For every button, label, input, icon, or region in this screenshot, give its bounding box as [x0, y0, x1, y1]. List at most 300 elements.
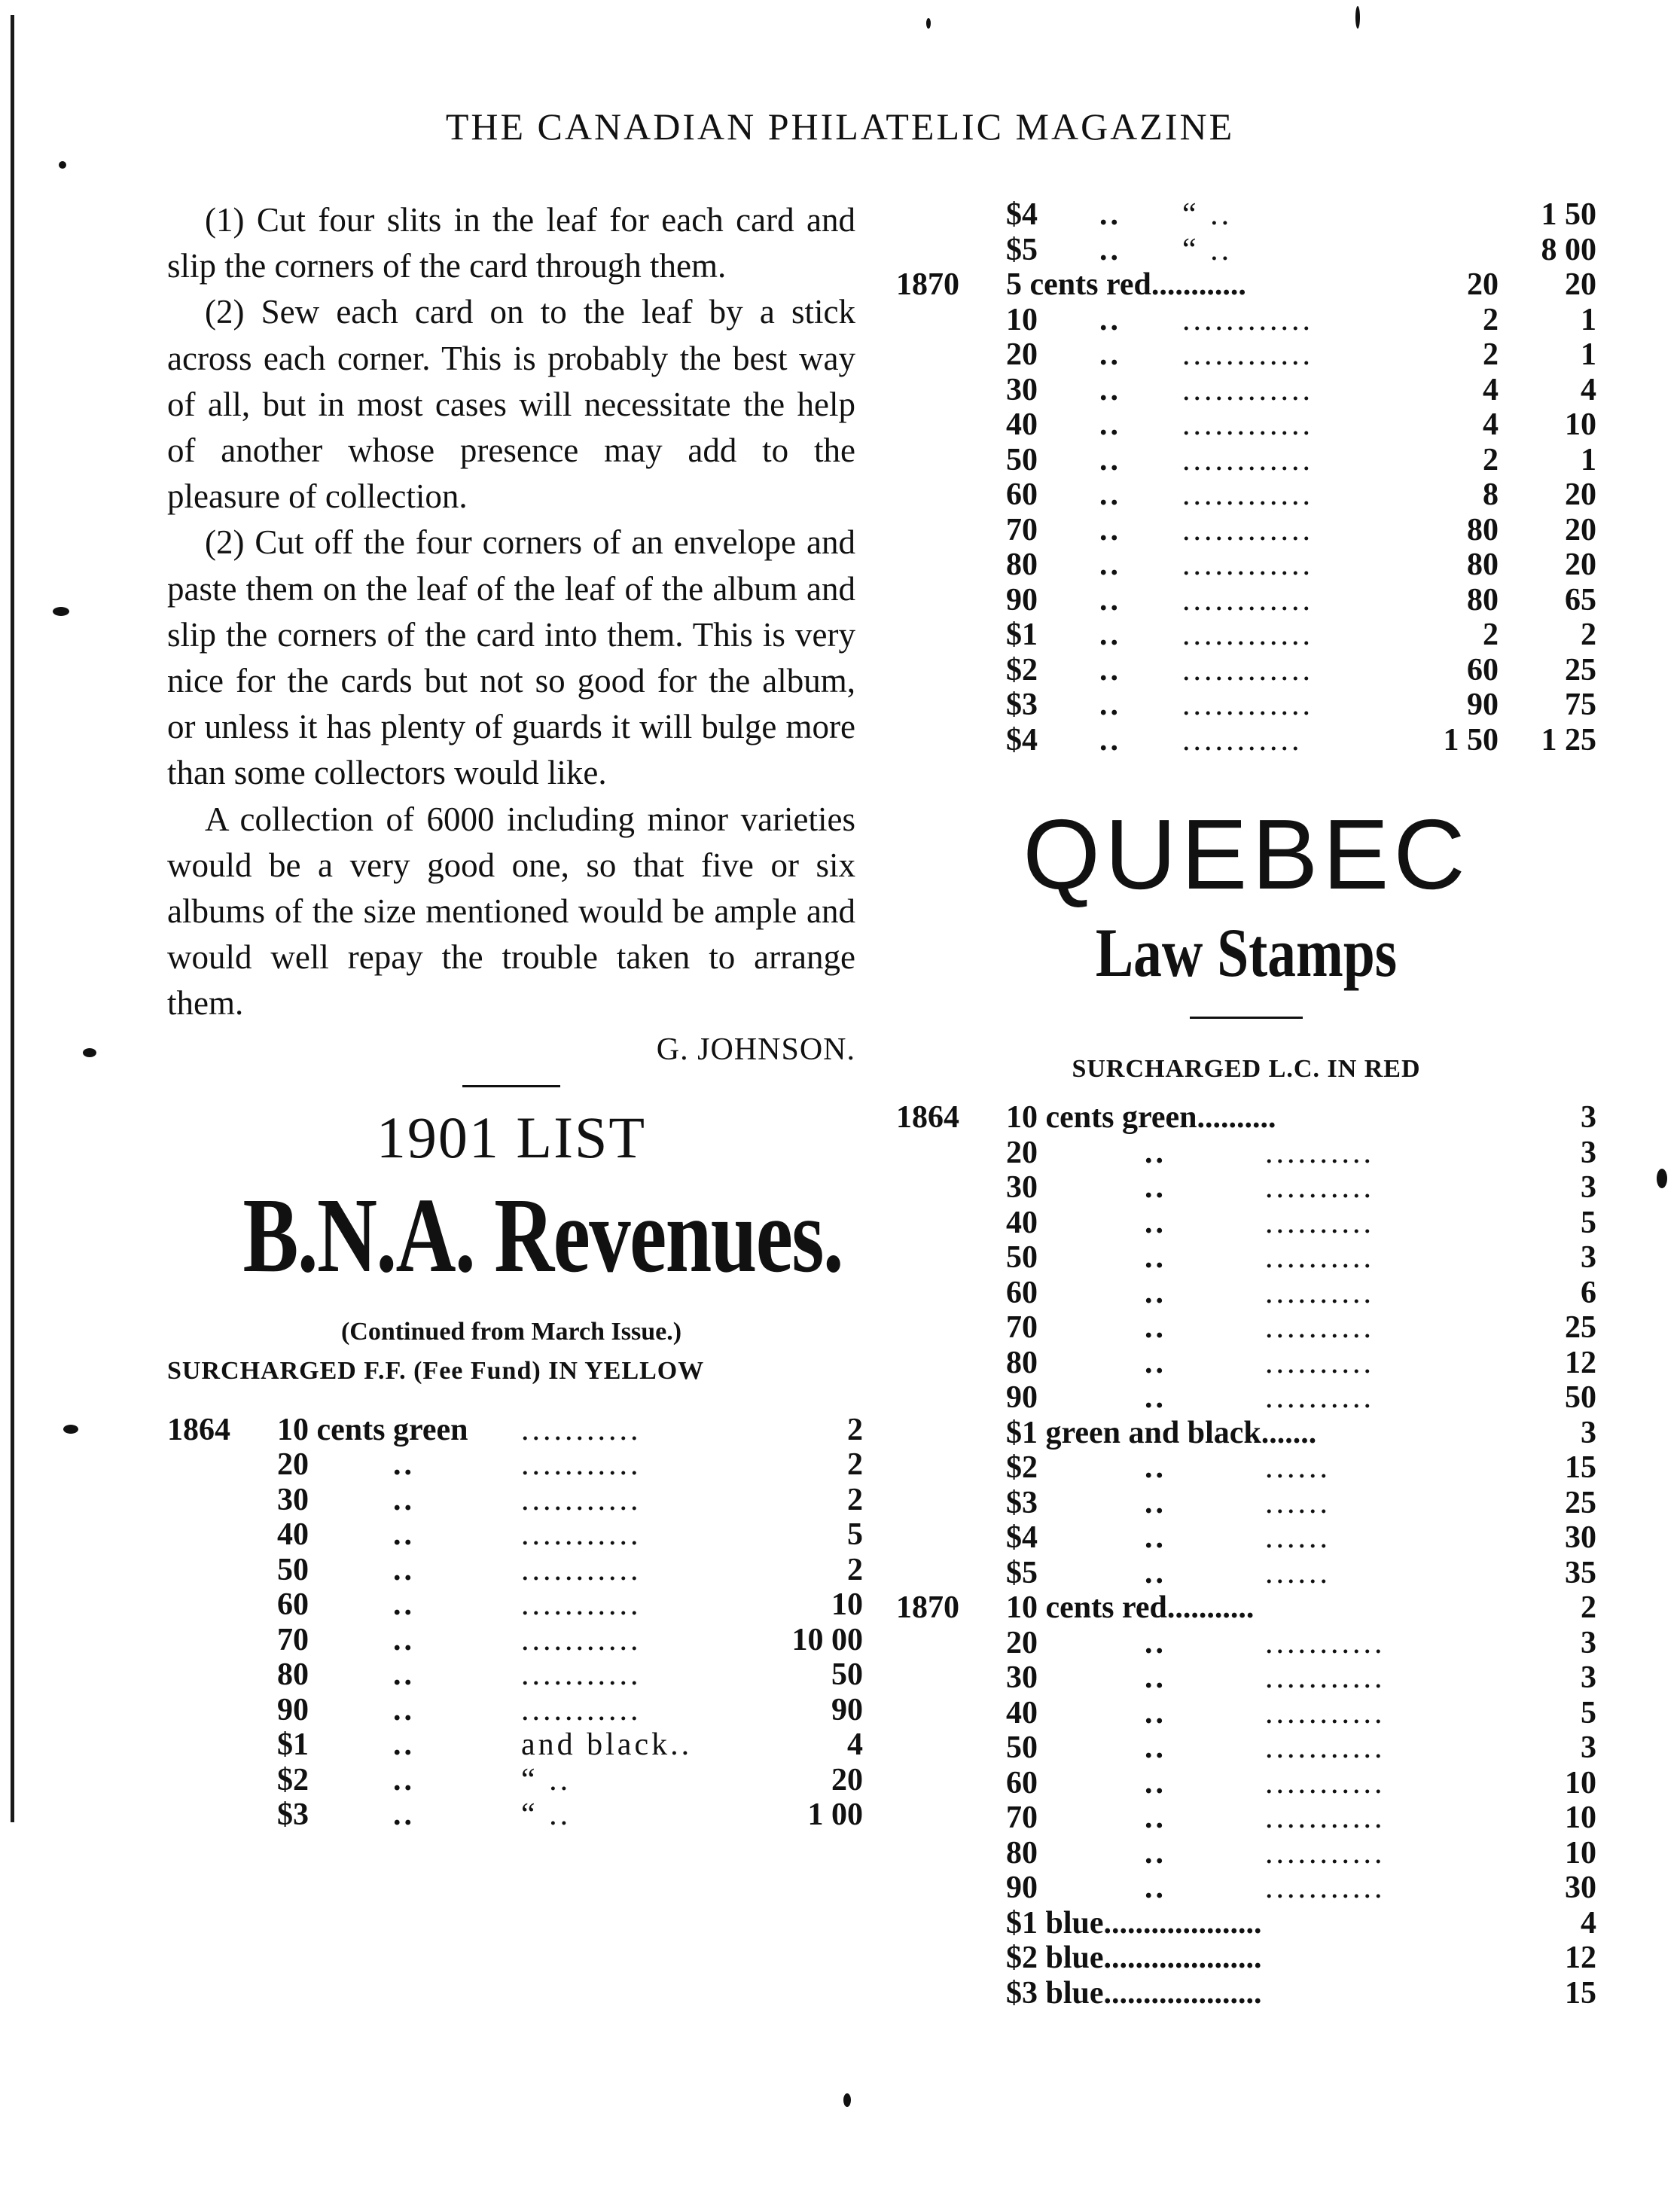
- row-leader: ...........: [1265, 1730, 1386, 1765]
- row-leader: ............: [1182, 512, 1313, 547]
- table-row: [896, 1800, 1596, 1836]
- row-denomination: 10 cents green: [277, 1412, 468, 1447]
- row-price: 10: [1565, 1835, 1596, 1870]
- row-price: 10: [1565, 1765, 1596, 1800]
- row-price-unused: 60: [1467, 652, 1499, 687]
- row-leader: ......: [1265, 1450, 1331, 1485]
- table-row: [896, 407, 1596, 443]
- row-denomination: 70: [1006, 512, 1038, 547]
- row-ditto: ..: [1099, 232, 1121, 267]
- row-ditto: ..: [1099, 197, 1121, 232]
- row-ditto: ..: [1099, 547, 1121, 582]
- table-row: [896, 1556, 1596, 1591]
- right-column: [896, 197, 1596, 2011]
- law-stamps-title: Law Stamps: [1095, 914, 1398, 991]
- row-price: 2: [1581, 1590, 1596, 1625]
- article-paragraph: (2) Sew each card on to the leaf by a stick across each corner. This is probably the best way of all, but in most cases will necessitate the help of another whose presence may add to the pleasure of collection.: [167, 293, 855, 516]
- row-year: 1864: [896, 1100, 959, 1135]
- table-row: [896, 1660, 1596, 1696]
- row-price: 20: [1565, 547, 1596, 582]
- row-price: 10: [1565, 1800, 1596, 1835]
- row-ditto: ..: [1145, 1555, 1166, 1590]
- table-row: [896, 687, 1596, 723]
- row-leader: ...........: [1265, 1660, 1386, 1695]
- row-price-unused: 2: [1483, 337, 1499, 372]
- row-ditto: ..: [1099, 582, 1121, 617]
- table-row: [167, 1517, 863, 1553]
- row-leader: ...........: [1265, 1800, 1386, 1835]
- row-ditto: ..: [1099, 337, 1121, 372]
- row-leader: ...........: [521, 1447, 642, 1483]
- table-row: [896, 1520, 1596, 1556]
- row-leader: ...........: [521, 1482, 642, 1517]
- row-price: 75: [1565, 687, 1596, 722]
- row-denomination: $1 blue....................: [1006, 1905, 1262, 1940]
- row-denomination: 70: [277, 1622, 309, 1657]
- row-leader: ..........: [1265, 1205, 1374, 1240]
- row-price-unused: 1 50: [1443, 722, 1499, 758]
- row-price: 25: [1565, 1485, 1596, 1520]
- row-ditto: ..: [1145, 1625, 1166, 1660]
- table-row: [896, 197, 1596, 233]
- row-price-unused: 4: [1483, 372, 1499, 407]
- table-row: [896, 1626, 1596, 1661]
- table-row: [896, 1310, 1596, 1346]
- page-edge-line: [11, 15, 14, 1822]
- row-price: 25: [1565, 1310, 1596, 1345]
- running-head: THE CANADIAN PHILATELIC MAGAZINE: [445, 105, 1235, 148]
- table-row: [896, 1416, 1596, 1451]
- row-price: 8 00: [1541, 232, 1596, 267]
- row-ditto: ..: [1145, 1695, 1166, 1730]
- quebec-title: QUEBEC: [1023, 799, 1470, 910]
- row-price: 6: [1581, 1275, 1596, 1310]
- row-ditto: ..: [1145, 1275, 1166, 1310]
- row-denomination: 70: [1006, 1800, 1038, 1835]
- table-row: [896, 477, 1596, 513]
- row-leader: ...........: [521, 1622, 642, 1657]
- row-price: 10: [831, 1587, 863, 1623]
- row-denomination: 10 cents red...........: [1006, 1590, 1255, 1625]
- row-price: 2: [1581, 617, 1596, 652]
- row-leader: ...........: [1265, 1625, 1386, 1660]
- row-price: 10: [1565, 407, 1596, 442]
- row-denomination: 50: [1006, 1240, 1038, 1275]
- continued-note: (Continued from March Issue.): [340, 1317, 682, 1346]
- row-price: 25: [1565, 652, 1596, 687]
- row-denomination: $5: [1006, 1555, 1038, 1590]
- row-price: 30: [1565, 1520, 1596, 1555]
- row-price-unused: 80: [1467, 547, 1499, 582]
- row-denomination: 60: [277, 1587, 309, 1623]
- row-denomination: 40: [277, 1517, 309, 1553]
- row-ditto: ..: [393, 1727, 415, 1763]
- table-row: [896, 723, 1596, 758]
- row-ditto: ..: [1145, 1520, 1166, 1555]
- row-ditto: ..: [393, 1692, 415, 1727]
- scan-speck: [843, 2093, 851, 2107]
- row-denomination: $1: [1006, 617, 1038, 652]
- article-paragraph: (1) Cut four slits in the leaf for each card and slip the corners of the card through them.: [167, 201, 855, 285]
- section-divider: [1190, 1017, 1303, 1019]
- table-row: [167, 1552, 863, 1588]
- row-leader: ............: [1182, 302, 1313, 337]
- table-row: [167, 1447, 863, 1483]
- row-price: 1: [1581, 337, 1596, 372]
- row-ditto: ..: [1145, 1450, 1166, 1485]
- article-paragraph: (2) Cut off the four corners of an envelope and paste them on the leaf of the leaf of the album and slip the corners of the card into them. This is very nice for the cards but not so good for the album, or unless it has plenty of guards it will bulge more than some collectors would like.: [167, 523, 855, 792]
- scan-speck: [83, 1048, 96, 1057]
- row-price: 65: [1565, 582, 1596, 617]
- row-ditto: ..: [1145, 1485, 1166, 1520]
- row-price: 2: [847, 1552, 863, 1587]
- row-denomination: $2: [277, 1762, 309, 1797]
- row-price: 1 50: [1541, 197, 1596, 232]
- left-column: [167, 197, 863, 1833]
- row-price-unused: 8: [1483, 477, 1499, 512]
- row-denomination: $2 blue....................: [1006, 1940, 1262, 1975]
- row-price: 4: [847, 1727, 863, 1763]
- row-leader: ...........: [1265, 1835, 1386, 1870]
- row-ditto: ..: [393, 1622, 415, 1657]
- scan-speck: [59, 161, 66, 169]
- row-denomination: $2: [1006, 652, 1038, 687]
- row-denomination: 90: [1006, 1870, 1038, 1905]
- table-row: [167, 1727, 863, 1763]
- row-denomination: 30: [1006, 1170, 1038, 1205]
- table-row: [896, 1976, 1596, 2011]
- row-price: 1 00: [807, 1797, 863, 1833]
- row-price: 1: [1581, 302, 1596, 337]
- row-denomination: 30: [1006, 1660, 1038, 1695]
- row-leader: ..........: [1265, 1345, 1374, 1380]
- row-price: 12: [1565, 1345, 1596, 1380]
- table-row: [896, 1276, 1596, 1311]
- row-leader: ...........: [521, 1517, 642, 1553]
- row-ditto: ..: [1099, 477, 1121, 512]
- row-price: 20: [831, 1762, 863, 1797]
- row-leader: ............: [1182, 372, 1313, 407]
- row-leader: “ ..: [1182, 232, 1233, 267]
- row-price: 20: [1565, 512, 1596, 547]
- row-leader: ...........: [521, 1412, 642, 1447]
- scan-speck: [1355, 6, 1360, 29]
- scan-speck: [63, 1425, 78, 1434]
- section-heading: SURCHARGED L.C. IN RED: [1072, 1055, 1421, 1083]
- row-leader: ...........: [1265, 1695, 1386, 1730]
- row-price: 3: [1581, 1100, 1596, 1135]
- table-row: [896, 1170, 1596, 1206]
- row-denomination: 40: [1006, 1205, 1038, 1240]
- row-leader: ...........: [1182, 722, 1303, 758]
- row-leader: ...........: [1265, 1870, 1386, 1905]
- section-divider: [462, 1085, 560, 1087]
- row-denomination: 70: [1006, 1310, 1038, 1345]
- row-leader: and black..: [521, 1727, 693, 1763]
- row-price: 5: [847, 1517, 863, 1553]
- row-ditto: ..: [1145, 1835, 1166, 1870]
- table-row: [896, 1136, 1596, 1171]
- row-denomination: $3 blue....................: [1006, 1975, 1262, 2011]
- row-leader: ............: [1182, 582, 1313, 617]
- row-ditto: ..: [393, 1762, 415, 1797]
- row-denomination: $3: [277, 1797, 309, 1833]
- row-price: 1 25: [1541, 722, 1596, 758]
- row-price: 2: [847, 1447, 863, 1483]
- row-price-unused: 90: [1467, 687, 1499, 722]
- row-price: 2: [847, 1482, 863, 1517]
- row-leader: ..........: [1265, 1275, 1374, 1310]
- row-ditto: ..: [1099, 512, 1121, 547]
- row-ditto: ..: [393, 1447, 415, 1483]
- row-price: 15: [1565, 1975, 1596, 2011]
- ff-revenue-table-continued: [896, 197, 1596, 758]
- row-ditto: ..: [1145, 1170, 1166, 1205]
- table-row: [896, 1766, 1596, 1801]
- author-signature: G. JOHNSON.: [656, 1032, 855, 1067]
- row-denomination: 20: [1006, 337, 1038, 372]
- row-price-unused: 2: [1483, 617, 1499, 652]
- row-price: 10 00: [791, 1622, 863, 1657]
- row-leader: “ ..: [521, 1797, 572, 1833]
- row-leader: ...........: [521, 1587, 642, 1623]
- row-price: 20: [1565, 477, 1596, 512]
- row-price: 3: [1581, 1415, 1596, 1450]
- table-row: [896, 443, 1596, 478]
- row-leader: ..........: [1265, 1170, 1374, 1205]
- row-leader: ......: [1265, 1555, 1331, 1590]
- row-leader: ............: [1182, 442, 1313, 477]
- row-ditto: ..: [393, 1552, 415, 1587]
- row-leader: ............: [1182, 477, 1313, 512]
- row-ditto: ..: [1099, 722, 1121, 758]
- row-price: 30: [1565, 1870, 1596, 1905]
- row-price-unused: 2: [1483, 302, 1499, 337]
- row-leader: “ ..: [521, 1762, 572, 1797]
- row-ditto: ..: [1099, 617, 1121, 652]
- table-row: [896, 373, 1596, 408]
- row-leader: ............: [1182, 652, 1313, 687]
- table-row: [167, 1412, 863, 1448]
- row-denomination: $5: [1006, 232, 1038, 267]
- row-denomination: $3: [1006, 1485, 1038, 1520]
- table-row: [896, 1940, 1596, 1976]
- table-row: [167, 1797, 863, 1833]
- table-row: [896, 1870, 1596, 1906]
- row-denomination: 90: [1006, 582, 1038, 617]
- row-price-unused: 2: [1483, 442, 1499, 477]
- row-denomination: $2: [1006, 1450, 1038, 1485]
- row-denomination: 40: [1006, 407, 1038, 442]
- row-denomination: $1: [277, 1727, 309, 1763]
- row-price: 4: [1581, 372, 1596, 407]
- row-ditto: ..: [1145, 1240, 1166, 1275]
- table-row: [896, 1100, 1596, 1136]
- row-price: 5: [1581, 1205, 1596, 1240]
- row-price: 2: [847, 1412, 863, 1447]
- row-ditto: ..: [393, 1657, 415, 1693]
- row-price-unused: 4: [1483, 407, 1499, 442]
- row-leader: ...........: [521, 1552, 642, 1587]
- row-denomination: 60: [1006, 477, 1038, 512]
- row-price: 4: [1581, 1905, 1596, 1940]
- table-row: [167, 1482, 863, 1518]
- scan-speck: [926, 18, 931, 29]
- row-leader: ..........: [1265, 1240, 1374, 1275]
- table-row: [896, 1730, 1596, 1766]
- row-ditto: ..: [1145, 1380, 1166, 1415]
- table-row: [896, 547, 1596, 583]
- row-price-unused: 80: [1467, 512, 1499, 547]
- row-denomination: $4: [1006, 197, 1038, 232]
- row-year: 1864: [167, 1412, 230, 1447]
- table-row: [896, 1346, 1596, 1381]
- row-denomination: 10: [1006, 302, 1038, 337]
- table-row: [896, 1450, 1596, 1486]
- row-denomination: $1 green and black.......: [1006, 1415, 1317, 1450]
- article-paragraph: A collection of 6000 including minor varieties would be a very good one, so that five or six albums of the size mentioned would be ample and would well repay the trouble taken to arrange them.: [167, 800, 855, 1023]
- table-row: [896, 337, 1596, 373]
- row-denomination: 20: [1006, 1135, 1038, 1170]
- row-denomination: 60: [1006, 1275, 1038, 1310]
- table-row: [896, 617, 1596, 653]
- row-ditto: ..: [393, 1587, 415, 1623]
- row-denomination: 30: [277, 1482, 309, 1517]
- row-denomination: 50: [1006, 1730, 1038, 1765]
- row-ditto: ..: [1145, 1310, 1166, 1345]
- row-denomination: 90: [1006, 1380, 1038, 1415]
- table-row: [896, 1836, 1596, 1871]
- row-denomination: 90: [277, 1692, 309, 1727]
- row-leader: ............: [1182, 337, 1313, 372]
- row-ditto: ..: [393, 1482, 415, 1517]
- section-heading: SURCHARGED F.F. (Fee Fund) IN YELLOW: [167, 1356, 705, 1385]
- row-ditto: ..: [393, 1517, 415, 1553]
- row-leader: ............: [1182, 547, 1313, 582]
- row-price: 1: [1581, 442, 1596, 477]
- row-ditto: ..: [1099, 302, 1121, 337]
- table-row: [167, 1692, 863, 1728]
- row-denomination: $4: [1006, 722, 1038, 758]
- row-ditto: ..: [1099, 442, 1121, 477]
- row-denomination: 60: [1006, 1765, 1038, 1800]
- row-leader: ......: [1265, 1485, 1331, 1520]
- row-ditto: ..: [1145, 1800, 1166, 1835]
- row-denomination: $3: [1006, 687, 1038, 722]
- row-price: 90: [831, 1692, 863, 1727]
- row-year: 1870: [896, 1590, 959, 1625]
- table-row: [167, 1657, 863, 1693]
- row-price: 3: [1581, 1730, 1596, 1765]
- row-price: 5: [1581, 1695, 1596, 1730]
- table-row: [896, 1590, 1596, 1626]
- table-row: [896, 583, 1596, 618]
- table-row: [896, 1696, 1596, 1731]
- row-price: 12: [1565, 1940, 1596, 1975]
- table-row: [896, 267, 1596, 303]
- row-price-unused: 20: [1467, 267, 1499, 302]
- row-denomination: 80: [277, 1657, 309, 1693]
- row-ditto: ..: [1145, 1730, 1166, 1765]
- row-leader: ............: [1182, 407, 1313, 442]
- row-denomination: 20: [1006, 1625, 1038, 1660]
- scan-speck: [53, 607, 69, 616]
- row-year: 1870: [896, 267, 959, 302]
- row-denomination: 20: [277, 1447, 309, 1483]
- row-leader: ...........: [521, 1692, 642, 1727]
- row-leader: ...........: [1265, 1765, 1386, 1800]
- table-row: [167, 1622, 863, 1658]
- row-price: 50: [831, 1657, 863, 1693]
- row-denomination: 50: [277, 1552, 309, 1587]
- row-denomination: 10 cents green..........: [1006, 1100, 1276, 1135]
- table-row: [896, 1486, 1596, 1521]
- row-ditto: ..: [1099, 652, 1121, 687]
- row-price: 3: [1581, 1625, 1596, 1660]
- row-leader: ......: [1265, 1520, 1331, 1555]
- row-ditto: ..: [1145, 1870, 1166, 1905]
- row-price: 3: [1581, 1135, 1596, 1170]
- row-ditto: ..: [1145, 1205, 1166, 1240]
- row-ditto: ..: [1099, 407, 1121, 442]
- row-denomination: 50: [1006, 442, 1038, 477]
- row-leader: ...........: [521, 1657, 642, 1693]
- row-denomination: 80: [1006, 1835, 1038, 1870]
- table-row: [896, 303, 1596, 338]
- table-row: [896, 1206, 1596, 1241]
- row-price: 50: [1565, 1380, 1596, 1415]
- row-ditto: ..: [1145, 1660, 1166, 1695]
- row-denomination: 30: [1006, 372, 1038, 407]
- row-ditto: ..: [1145, 1765, 1166, 1800]
- row-ditto: ..: [1099, 372, 1121, 407]
- row-price: 35: [1565, 1555, 1596, 1590]
- row-leader: ............: [1182, 617, 1313, 652]
- row-price: 20: [1565, 267, 1596, 302]
- table-row: [896, 513, 1596, 548]
- ff-revenue-table: [167, 1412, 863, 1833]
- row-price: 3: [1581, 1240, 1596, 1275]
- table-row: [167, 1587, 863, 1623]
- row-leader: ..........: [1265, 1135, 1374, 1170]
- row-denomination: 5 cents red............: [1006, 267, 1246, 302]
- list-title: B.N.A. Revenues.: [242, 1175, 843, 1294]
- list-year-title: 1901 LIST: [376, 1104, 647, 1170]
- row-price: 15: [1565, 1450, 1596, 1485]
- row-ditto: ..: [1099, 687, 1121, 722]
- row-denomination: 80: [1006, 1345, 1038, 1380]
- table-row: [896, 1906, 1596, 1941]
- row-ditto: ..: [1145, 1135, 1166, 1170]
- table-row: [896, 233, 1596, 268]
- table-row: [167, 1762, 863, 1798]
- row-denomination: $4: [1006, 1520, 1038, 1555]
- table-row: [896, 1240, 1596, 1276]
- row-leader: ..........: [1265, 1310, 1374, 1345]
- row-ditto: ..: [393, 1797, 415, 1833]
- row-price: 3: [1581, 1170, 1596, 1205]
- scan-speck: [1657, 1169, 1667, 1188]
- row-price-unused: 80: [1467, 582, 1499, 617]
- row-leader: “ ..: [1182, 197, 1233, 232]
- table-row: [896, 653, 1596, 688]
- row-price: 3: [1581, 1660, 1596, 1695]
- row-denomination: 80: [1006, 547, 1038, 582]
- row-ditto: ..: [1145, 1345, 1166, 1380]
- row-denomination: 40: [1006, 1695, 1038, 1730]
- row-leader: ............: [1182, 687, 1313, 722]
- quebec-law-table: [896, 1100, 1596, 2011]
